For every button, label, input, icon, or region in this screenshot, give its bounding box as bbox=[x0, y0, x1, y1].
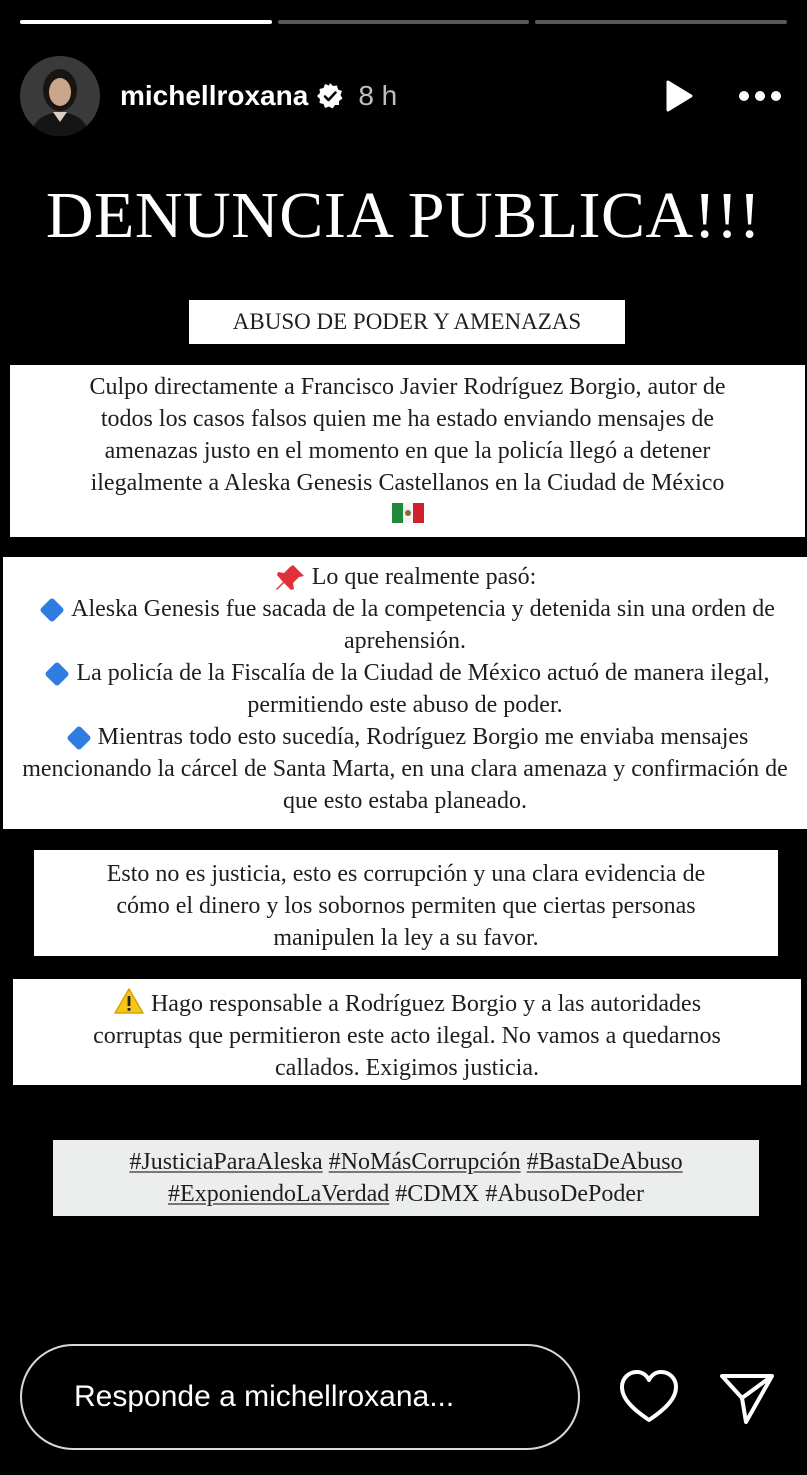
hashtag-link[interactable]: #CDMX bbox=[395, 1181, 480, 1207]
story-subtitle: ABUSO DE PODER Y AMENAZAS bbox=[189, 300, 625, 344]
hashtag-line bbox=[61, 1146, 751, 1178]
reply-input[interactable] bbox=[20, 1344, 580, 1450]
avatar-image bbox=[20, 56, 100, 136]
story-title: DENUNCIA PUBLICA!!! bbox=[45, 179, 762, 252]
progress-fill bbox=[20, 20, 272, 24]
bullet-text: Mientras todo esto sucedía, Rodríguez Borgio me enviaba mensajes mencionando la cárcel de Santa Marta, en una clara amenaza y confirmación de que esto estaba planeado. bbox=[22, 724, 788, 815]
hashtag-link[interactable]: #AbusoDePoder bbox=[485, 1181, 644, 1207]
bullet-item bbox=[9, 657, 801, 721]
more-options-icon[interactable] bbox=[733, 91, 787, 101]
responsibility-box bbox=[13, 979, 801, 1085]
corruption-text: Esto no es justicia, esto es corrupción y una clara evidencia de cómo el dinero y los sobornos permiten que ciertas personas manipulen la ley a su favor. bbox=[106, 861, 706, 951]
accusation-box bbox=[10, 365, 805, 537]
header-actions bbox=[661, 79, 787, 113]
blue-diamond-icon bbox=[66, 725, 91, 750]
username[interactable]: michellroxana bbox=[120, 80, 309, 111]
progress-segment bbox=[20, 20, 272, 24]
warning-icon bbox=[113, 987, 145, 1015]
section-heading-line bbox=[9, 561, 801, 593]
bullet-text: Aleska Genesis fue sacada de la competencia y detenida sin una orden de aprehensión. bbox=[71, 596, 775, 655]
mexico-flag-icon bbox=[392, 503, 424, 523]
pushpin-icon bbox=[274, 563, 306, 593]
corruption-box bbox=[34, 850, 778, 956]
hashtag-link[interactable]: #JusticiaParaAleska bbox=[129, 1149, 323, 1175]
heart-icon[interactable] bbox=[618, 1368, 680, 1426]
avatar[interactable] bbox=[20, 56, 100, 136]
hashtag-link[interactable]: #BastaDeAbuso bbox=[526, 1149, 683, 1175]
reply-placeholder: Responde a michellroxana... bbox=[74, 1380, 455, 1413]
hashtags-box bbox=[53, 1140, 759, 1216]
section-heading: Lo que realmente pasó: bbox=[311, 564, 537, 590]
blue-diamond-icon bbox=[39, 597, 64, 622]
verified-badge-icon bbox=[316, 82, 344, 110]
story-content[interactable] bbox=[0, 150, 807, 1330]
bullet-text: La policía de la Fiscalía de la Ciudad de México actuó de manera ilegal, permitiendo este abuso de poder. bbox=[76, 660, 770, 719]
story-progress-bar bbox=[20, 20, 787, 24]
progress-segment bbox=[278, 20, 530, 24]
post-time: 8 h bbox=[358, 80, 398, 111]
play-icon[interactable] bbox=[661, 79, 695, 113]
hashtag-line bbox=[61, 1178, 751, 1210]
accusation-text: Culpo directamente a Francisco Javier Rodríguez Borgio, autor de todos los casos falsos quien me ha estado enviando mensajes de amenazas justo en el momento en que la policía llegó a detener ilegalmente a Aleska Genesis Castellanos en la Ciudad de México bbox=[89, 374, 726, 496]
hashtag-link[interactable]: #ExponiendoLaVerdad bbox=[168, 1181, 390, 1207]
blue-diamond-icon bbox=[45, 661, 70, 686]
responsibility-line bbox=[21, 987, 793, 1084]
events-box bbox=[3, 557, 807, 829]
story-footer bbox=[0, 1340, 807, 1460]
story-header bbox=[20, 56, 787, 136]
hashtag-link[interactable]: #NoMásCorrupción bbox=[328, 1149, 521, 1175]
responsibility-text: Hago responsable a Rodríguez Borgio y a las autoridades corruptas que permitieron este acto ilegal. No vamos a quedarnos callados. Exigimos justicia. bbox=[93, 991, 721, 1081]
bullet-item bbox=[9, 721, 801, 817]
progress-segment bbox=[535, 20, 787, 24]
send-icon[interactable] bbox=[718, 1370, 776, 1426]
bullet-item bbox=[9, 593, 801, 657]
